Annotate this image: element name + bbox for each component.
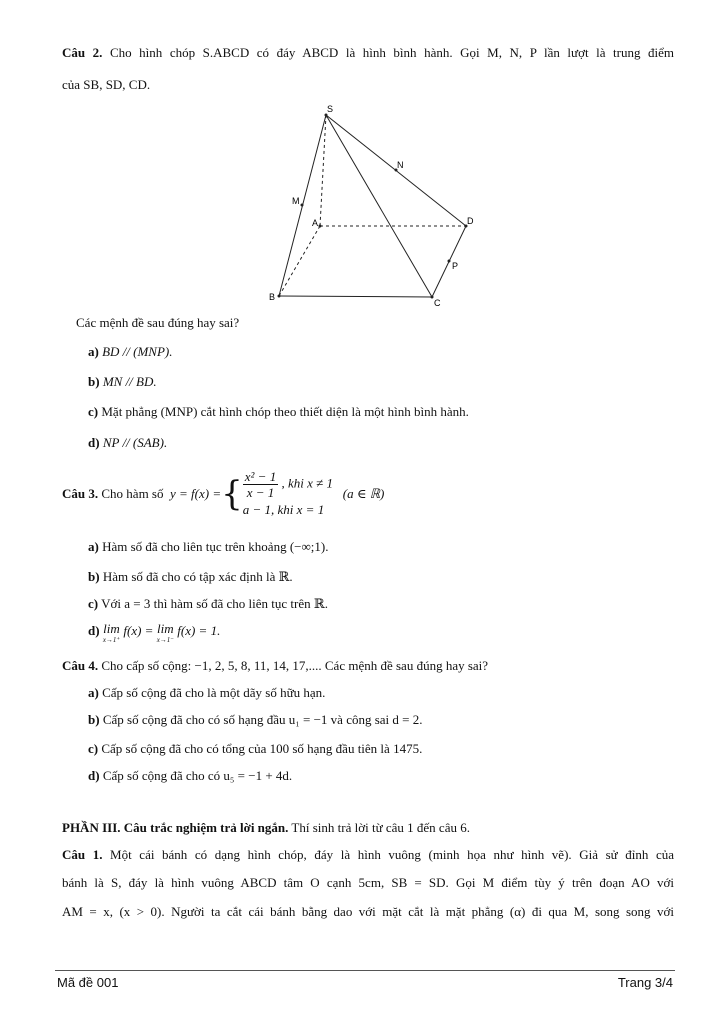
q3-item-c: c) Với a = 3 thì hàm số đã cho liên tục trên ℝ. — [88, 596, 328, 611]
label-S: S — [327, 104, 334, 114]
label-N: N — [397, 160, 404, 170]
footer-page-number: Trang 3/4 — [617, 975, 673, 990]
q3-function-lhs: y = f(x) = — [170, 486, 222, 501]
q2-prompt: Các mệnh đề sau đúng hay sai? — [76, 315, 240, 330]
label-C: C — [434, 298, 441, 308]
q3-brace: { — [221, 474, 243, 514]
part3-heading: PHẦN III. Câu trắc nghiệm trả lời ngắn. Thí sinh trả lời từ câu 1 đến câu 6. — [62, 820, 470, 835]
part3-q1-line2: bánh là S, đáy là hình vuông ABCD tâm O cạnh 5cm, SB = SD. Gọi M điểm tùy ý trên đoạn AO với — [62, 875, 674, 890]
q3-item-a: a) Hàm số đã cho liên tục trên khoảng (−∞;1). — [88, 539, 329, 554]
q4-item-b: b) Cấp số cộng đã cho có số hạng đầu u₁ = −1 và công sai d = 2. — [88, 712, 423, 727]
q3-item-d: d) lim x→1⁺ f(x) = lim x→1⁻ f(x) = 1. — [88, 621, 221, 644]
q3-stem: Câu 3. Cho hàm số y = f(x) = { $\frac{\text{x² − 1}}{x - 1}$ , khi x ≠ 1 a − 1, khi x = 1 (a ∈ ℝ) — [62, 464, 384, 524]
q2-item-c: c) Mặt phẳng (MNP) cắt hình chóp theo thiết diện là một hình bình hành. — [88, 404, 469, 419]
label-P: P — [452, 261, 459, 271]
q2-item-a: a) BD // (MNP). — [88, 344, 173, 359]
label-M: M — [292, 196, 300, 206]
footer-exam-code: Mã đề 001 — [57, 975, 119, 990]
label-A: A — [312, 218, 319, 228]
q2-stem-text1: Cho hình chóp S.ABCD có đáy ABCD là hình bình hành. Gọi M, N, P lần lượt là trung điểm — [109, 45, 675, 60]
part3-q1-line3: AM = x, (x > 0). Người ta cắt cái bánh bằng dao với mặt cắt là mặt phẳng (α) đi qua M, song song với — [62, 904, 674, 919]
footer-divider — [55, 970, 675, 971]
q4-item-c: c) Cấp số cộng đã cho có tổng của 100 số hạng đầu tiên là 1475. — [88, 741, 423, 756]
q3-item-b: b) Hàm số đã cho có tập xác định là ℝ. — [88, 569, 293, 584]
label-B: B — [269, 292, 276, 302]
q4-item-d: d) Cấp số cộng đã cho có u₅ = −1 + 4d. — [88, 768, 293, 783]
q4-stem: Câu 4. Cho cấp số cộng: −1, 2, 5, 8, 11, 14, 17,.... Các mệnh đề sau đúng hay sai? — [62, 658, 489, 673]
part3-q1-line1: Câu 1. Một cái bánh có dạng hình chóp, đáy là hình vuông (minh họa như hình vẽ). Giả sử đỉnh của — [62, 847, 675, 862]
q2-stem-line2: của SB, SD, CD. — [62, 77, 151, 92]
q2-item-b: b) MN // BD. — [88, 374, 157, 389]
q2-stem-line1 — [62, 44, 674, 62]
q3-domain: (a ∈ ℝ) — [342, 486, 385, 501]
q3-piecewise: $\frac{\text{x² − 1}}{x - 1}$ , khi x ≠ 1 a − 1, khi x = 1 — [242, 468, 333, 517]
q4-item-a: a) Cấp số cộng đã cho là một dãy số hữu hạn. — [88, 685, 326, 700]
q2-item-d: d) NP // (SAB). — [88, 435, 168, 450]
q3-fraction: $\frac{\text{x² − 1}}{x - 1}$ — [244, 468, 277, 500]
q2-label: Câu 2. — [62, 45, 103, 60]
pyramid-figure — [260, 100, 490, 315]
label-D: D — [467, 216, 474, 226]
